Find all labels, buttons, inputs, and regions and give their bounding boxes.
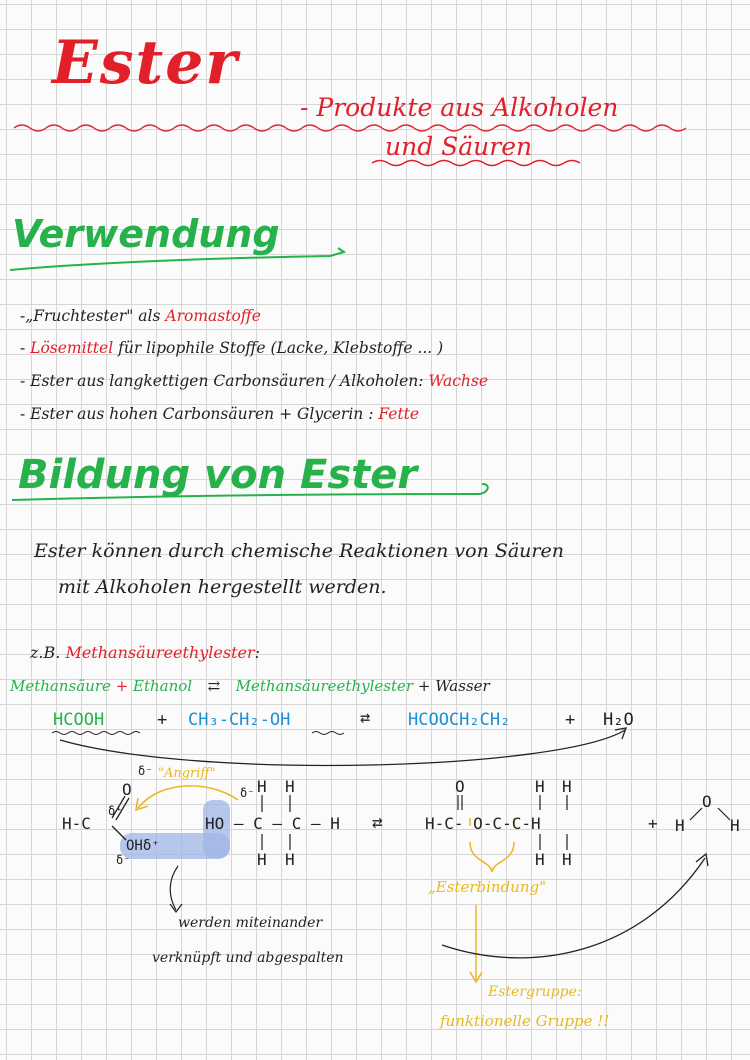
alcohol-delta-minus: δ⁻ — [240, 786, 255, 800]
formula-ester: HCOOCH₂CH₂ — [408, 710, 511, 730]
page-title: Ester — [52, 28, 240, 98]
mechanism-eq-arrow: ⇄ — [372, 812, 383, 833]
alcohol-H-bottom-2: H — [285, 850, 295, 869]
estergruppe-line1: Estergruppe: — [488, 984, 582, 1000]
ester-H-top-2: H — [562, 777, 572, 796]
bildung-heading: Bildung von Ester — [18, 452, 418, 498]
oh-down-arrow — [170, 866, 178, 910]
ester-H-top-1: H — [535, 777, 545, 796]
verwendung-item-2: - Lösemittel für lipophile Stoffe (Lacke, Klebstoffe ... ) — [20, 339, 444, 357]
acid-O: O — [122, 780, 132, 799]
esterbindung-bracket — [470, 842, 514, 872]
alcohol-H-top-2: H — [285, 777, 295, 796]
ester-H-bottom-2: H — [562, 850, 572, 869]
water-H-right: H — [730, 816, 740, 835]
acid-HC: H-C — [62, 814, 91, 833]
acid-delta-plus: δ⁺ — [108, 804, 123, 818]
example-line: z.B. Methansäureethylester: — [30, 643, 261, 662]
page-subtitle-line1: - Produkte aus Alkoholen — [300, 93, 619, 122]
acid-delta-minus-top: δ⁻ — [138, 764, 153, 778]
title-wavy-underline — [14, 125, 686, 131]
ester-H-bottom-1: H — [535, 850, 545, 869]
verwendung-heading: Verwendung — [12, 212, 280, 256]
bildung-underline — [12, 484, 488, 500]
note-line2: verknüpft und abgespalten — [152, 950, 344, 966]
water-arrow — [60, 730, 625, 765]
attack-label: "Angriff" — [158, 766, 216, 781]
note-line1: werden miteinander — [178, 915, 323, 931]
formula-water: H₂O — [603, 710, 634, 730]
formula-arrow: ⇄ — [360, 708, 371, 728]
acid-delta-minus-bottom: δ⁻ — [116, 853, 131, 867]
water-plus: + — [648, 814, 658, 833]
verwendung-item-1: -„Fruchtester" als Aromastoffe — [20, 307, 261, 325]
hcooh-squiggle — [52, 732, 140, 735]
oh-squiggle — [312, 732, 344, 735]
page-subtitle-line2: und Säuren — [385, 132, 533, 161]
ester-O: O — [455, 777, 465, 796]
verwendung-item-4: - Ester aus hohen Carbonsäuren + Glycerin : Fette — [20, 405, 420, 423]
to-water-arrow — [442, 858, 705, 958]
verwendung-item-3: - Ester aus langkettigen Carbonsäuren / Alkoholen: Wachse — [20, 372, 489, 390]
word-equation: Methansäure + Ethanol ⇄ Methansäureethylester + Wasser — [10, 677, 490, 695]
alcohol-chain: HO – C – C – H — [205, 814, 340, 833]
ester-chain: H-C- O-C-C-H — [425, 814, 541, 833]
acid-OH: OHδ⁺ — [126, 838, 160, 854]
alcohol-H-top-1: H — [257, 777, 267, 796]
bildung-text-line1: Ester können durch chemische Reaktionen von Säuren — [34, 540, 564, 562]
esterbindung-label: „Esterbindung" — [428, 878, 546, 896]
alcohol-H-bottom-1: H — [257, 850, 267, 869]
formula-plus1: + — [157, 710, 168, 730]
estergruppe-line2: funktionelle Gruppe !! — [440, 1012, 610, 1030]
water-O: O — [702, 792, 712, 811]
verwendung-underline — [10, 248, 344, 270]
formula-alcohol: CH₃-CH₂-OH — [188, 710, 291, 730]
subtitle-wavy-underline — [372, 161, 580, 166]
formula-acid: HCOOH — [53, 710, 105, 730]
bildung-text-line2: mit Alkoholen hergestellt werden. — [58, 576, 387, 598]
water-H-left: H — [675, 816, 685, 835]
formula-plus2: + — [565, 710, 576, 730]
